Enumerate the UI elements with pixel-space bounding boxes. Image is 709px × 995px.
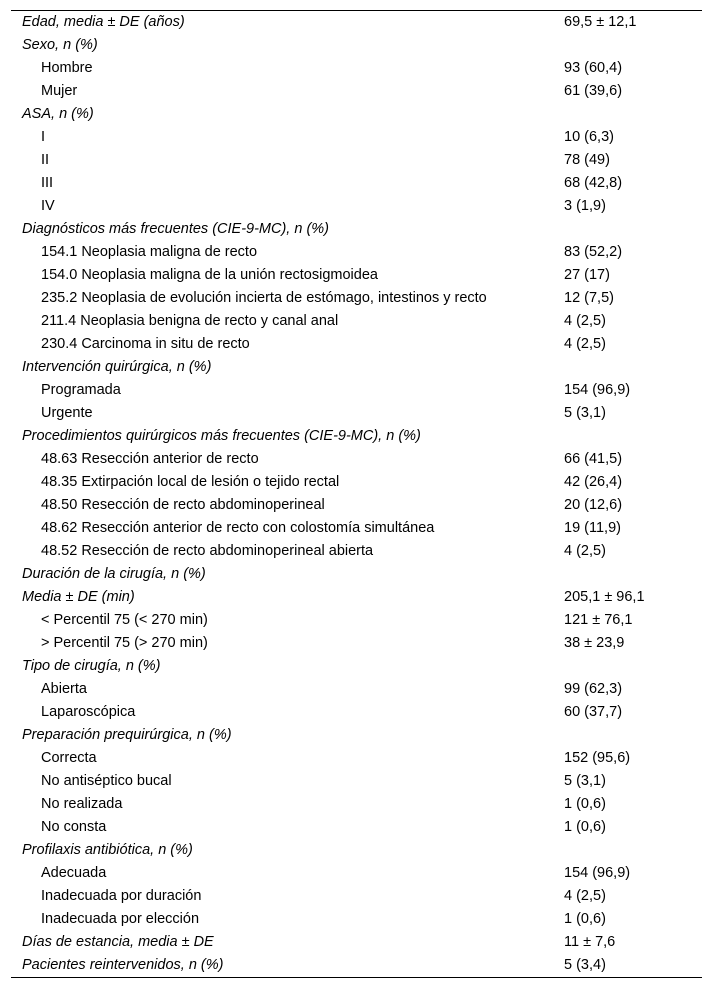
table-row <box>11 448 702 471</box>
row-value <box>564 563 702 586</box>
row-value <box>564 34 702 57</box>
table-section-row <box>11 356 702 379</box>
row-value: 5 (3,4) <box>564 957 606 973</box>
row-value: 20 (12,6) <box>564 497 623 513</box>
table-row <box>11 885 702 908</box>
table-row <box>11 793 702 816</box>
table-row <box>11 333 702 356</box>
row-label: 235.2 Neoplasia de evolución incierta de estómago, intestinos y recto <box>41 290 487 306</box>
table-row <box>11 770 702 793</box>
row-value: 27 (17) <box>564 267 610 283</box>
row-value: 68 (42,8) <box>564 175 623 191</box>
row-value <box>564 356 702 379</box>
row-label: Adecuada <box>41 865 107 881</box>
table-row <box>11 57 702 80</box>
data-table-container <box>11 10 702 978</box>
row-value: 10 (6,3) <box>564 129 614 145</box>
table-row <box>11 908 702 931</box>
row-value <box>564 103 702 126</box>
table-row <box>11 379 702 402</box>
row-label: Profilaxis antibiótica, n (%) <box>22 842 193 858</box>
table-row <box>11 402 702 425</box>
row-label: I <box>41 129 46 145</box>
row-value: 4 (2,5) <box>564 336 606 352</box>
row-value: 78 (49) <box>564 152 610 168</box>
row-value: 5 (3,1) <box>564 405 606 421</box>
table-row <box>11 540 702 563</box>
row-label: Hombre <box>41 60 93 76</box>
table-row <box>11 195 702 218</box>
table-section-row <box>11 218 702 241</box>
row-label: Mujer <box>41 83 78 99</box>
row-label: Abierta <box>41 681 87 697</box>
table-row <box>11 701 702 724</box>
row-label: Pacientes reintervenidos, n (%) <box>22 957 224 973</box>
row-value: 1 (0,6) <box>564 796 606 812</box>
row-label: IV <box>41 198 55 214</box>
table-row <box>11 241 702 264</box>
table-row <box>11 471 702 494</box>
table-row <box>11 632 702 655</box>
row-value: 1 (0,6) <box>564 911 606 927</box>
row-label: Programada <box>41 382 121 398</box>
table-row <box>11 126 702 149</box>
row-value: 69,5 ± 12,1 <box>564 14 637 30</box>
table-section-row <box>11 724 702 747</box>
table-row <box>11 862 702 885</box>
table-section-row <box>11 425 702 448</box>
row-value: 99 (62,3) <box>564 681 623 697</box>
row-label: 154.1 Neoplasia maligna de recto <box>41 244 258 260</box>
row-label: Laparoscópica <box>41 704 136 720</box>
row-label: Tipo de cirugía, n (%) <box>22 658 161 674</box>
table-section-row <box>11 103 702 126</box>
row-value: 42 (26,4) <box>564 474 623 490</box>
row-label: Correcta <box>41 750 97 766</box>
table-section-row <box>11 655 702 678</box>
patient-characteristics-table <box>11 11 702 977</box>
row-value: 12 (7,5) <box>564 290 614 306</box>
row-value <box>564 839 702 862</box>
table-row <box>11 310 702 333</box>
row-label: > Percentil 75 (> 270 min) <box>41 635 208 651</box>
row-label: No realizada <box>41 796 123 812</box>
row-value: 4 (2,5) <box>564 888 606 904</box>
row-label: Días de estancia, media ± DE <box>22 934 214 950</box>
row-value: 61 (39,6) <box>564 83 623 99</box>
table-body <box>11 11 702 977</box>
row-label: < Percentil 75 (< 270 min) <box>41 612 208 628</box>
table-row <box>11 609 702 632</box>
row-value: 205,1 ± 96,1 <box>564 589 645 605</box>
table-row <box>11 816 702 839</box>
row-label: III <box>41 175 54 191</box>
row-label: II <box>41 152 50 168</box>
table-section-row <box>11 586 702 609</box>
table-row <box>11 287 702 310</box>
row-value <box>564 425 702 448</box>
row-label: ASA, n (%) <box>22 106 94 122</box>
table-section-row <box>11 954 702 977</box>
row-value: 1 (0,6) <box>564 819 606 835</box>
table-row <box>11 747 702 770</box>
row-value: 5 (3,1) <box>564 773 606 789</box>
row-label: Inadecuada por elección <box>41 911 200 927</box>
table-row <box>11 172 702 195</box>
table-section-row <box>11 563 702 586</box>
row-label: 48.52 Resección de recto abdominoperineal abierta <box>41 543 374 559</box>
table-section-row <box>11 839 702 862</box>
table-row <box>11 678 702 701</box>
table-row <box>11 149 702 172</box>
row-label: No consta <box>41 819 107 835</box>
row-value: 19 (11,9) <box>564 520 621 536</box>
row-label: 48.50 Resección de recto abdominoperineal <box>41 497 325 513</box>
row-value <box>564 724 702 747</box>
row-label: 154.0 Neoplasia maligna de la unión rectosigmoidea <box>41 267 378 283</box>
row-label: 211.4 Neoplasia benigna de recto y canal anal <box>41 313 339 329</box>
row-value: 154 (96,9) <box>564 382 631 398</box>
row-value <box>564 655 702 678</box>
row-value: 121 ± 76,1 <box>564 612 633 628</box>
row-value: 152 (95,6) <box>564 750 631 766</box>
table-bottom-rule <box>11 977 702 978</box>
row-label: Preparación prequirúrgica, n (%) <box>22 727 232 743</box>
row-value: 154 (96,9) <box>564 865 631 881</box>
row-value: 60 (37,7) <box>564 704 623 720</box>
table-row <box>11 264 702 287</box>
table-row <box>11 494 702 517</box>
row-label: Sexo, n (%) <box>22 37 98 53</box>
row-label: Duración de la cirugía, n (%) <box>22 566 206 582</box>
row-label: Inadecuada por duración <box>41 888 202 904</box>
table-section-row <box>11 11 702 34</box>
row-value: 38 ± 23,9 <box>564 635 625 651</box>
row-value: 4 (2,5) <box>564 313 606 329</box>
row-value: 83 (52,2) <box>564 244 623 260</box>
row-value: 66 (41,5) <box>564 451 623 467</box>
table-row <box>11 517 702 540</box>
row-value: 93 (60,4) <box>564 60 623 76</box>
row-value <box>564 218 702 241</box>
row-label: Intervención quirúrgica, n (%) <box>22 359 212 375</box>
row-label: No antiséptico bucal <box>41 773 172 789</box>
row-label: 48.35 Extirpación local de lesión o tejido rectal <box>41 474 340 490</box>
row-label: 230.4 Carcinoma in situ de recto <box>41 336 250 352</box>
table-section-row <box>11 931 702 954</box>
row-value: 3 (1,9) <box>564 198 606 214</box>
row-label: 48.63 Resección anterior de recto <box>41 451 259 467</box>
row-label: 48.62 Resección anterior de recto con colostomía simultánea <box>41 520 435 536</box>
row-label: Diagnósticos más frecuentes (CIE-9-MC), n (%) <box>22 221 329 237</box>
row-value: 11 ± 7,6 <box>564 934 616 950</box>
row-value: 4 (2,5) <box>564 543 606 559</box>
row-label: Procedimientos quirúrgicos más frecuentes (CIE-9-MC), n (%) <box>22 428 421 444</box>
table-section-row <box>11 34 702 57</box>
row-label: Urgente <box>41 405 93 421</box>
row-label: Media ± DE (min) <box>22 589 135 605</box>
row-label: Edad, media ± DE (años) <box>22 14 185 30</box>
table-row <box>11 80 702 103</box>
